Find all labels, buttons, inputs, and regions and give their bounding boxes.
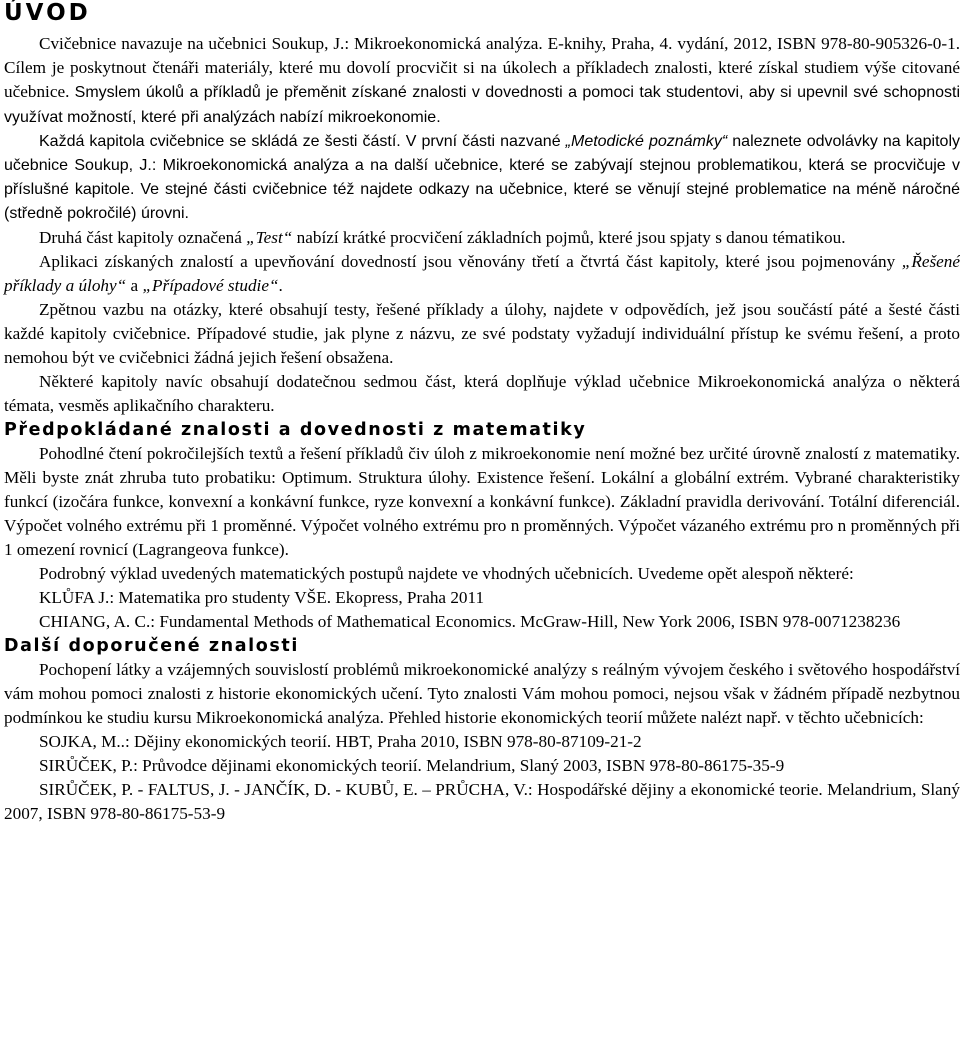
math-paragraph-1: Pohodlné čtení pokročilejších textů a řešení příkladů čiv úloh z mikroekonomie není možné bez určité úrovně znalostí z matematiky. Měli byste znát zhruba tuto probatiku: Optimum. Struktura úlohy. Existence řešení. Lokální a globální extrém. Vybrané charakteristiky funkcí (izočára funkce, konvexní a konkávní funkce, ryze konvexní a konkávní funkce). Základní pravidla derivování. Totální diferenciál. Výpočet volného extrému při 1 proměnné. Výpočet volného extrému pro n proměnných. Výpočet vázaného extrému pro n proměnných při 1 omezení rovnicí (Lagrangeova funkce). (4, 444, 960, 559)
further-section (4, 658, 960, 826)
math-section (4, 442, 960, 634)
uvod-paragraph-3-text-a: Druhá část kapitoly označená (39, 228, 247, 247)
uvod-paragraph-3-italic: „Test“ (246, 228, 293, 247)
uvod-paragraph-1 (4, 32, 960, 130)
uvod-paragraph-2-text-a: Každá kapitola cvičebnice se skládá ze šesti částí. V první části nazvané (39, 133, 566, 150)
math-reference-1: KLŮFA J.: Matematika pro studenty VŠE. Ekopress, Praha 2011 (39, 588, 485, 607)
uvod-paragraph-2 (4, 130, 960, 226)
further-paragraph-1: Pochopení látky a vzájemných souvislostí problémů mikroekonomické analýzy s reálným vývojem českého i světového hospodářství vám mohou pomoci znalosti z historie ekonomických učení. Tyto znalosti Vám mohou pomoci, nejsou však v žádném případě nezbytnou podmínkou ke studiu kursu Mikroekonomická analýza. Přehled historie ekonomických teorií můžete nalézt např. v těchto učebnicích: (4, 660, 960, 727)
further-reference-1: SOJKA, M..: Dějiny ekonomických teorií. HBT, Praha 2010, ISBN 978-80-87109-21-2 (39, 732, 642, 751)
uvod-paragraph-2-text-b: naleznete odvolávky na kapitoly učebnice Soukup, J.: Mikroekonomická analýza a na další učebnice, které se zabývají stejnou problematikou, která se procvičuje v příslušné kapitole. Ve stejné části cvičebnice též najdete odkazy na učebnice, které se věnují stejné problematice na méně náročné (středně pokročilé) úrovni. (4, 133, 960, 222)
uvod-paragraph-1-sans-text: Smyslem úkolů a příkladů je přeměnit získané znalosti v dovednosti a pomoci tak studentovi, aby si upevnil své schopnosti využívat možností, které při analýzách nabízí mikroekonomie. (4, 84, 960, 126)
uvod-paragraph-3-text-b: nabízí krátké procvičení základních pojmů, které jsou spjaty s danou tématikou. (292, 228, 846, 247)
uvod-paragraph-4-italic-2: „Případové studie“ (142, 276, 279, 295)
math-reference-2: CHIANG, A. C.: Fundamental Methods of Mathematical Economics. McGraw-Hill, New York 2006, ISBN 978-0071238236 (39, 612, 901, 631)
uvod-paragraph-5: Zpětnou vazbu na otázky, které obsahují testy, řešené příklady a úlohy, najdete v odpovědích, jež jsou součástí páté a šesté části každé kapitoly cvičebnice. Případové studie, jak plyne z názvu, ze své podstaty vyžadují individuální přístup ke svému řešení, a proto nemohou být ve cvičebnici žádná jejich řešení obsažena. (4, 300, 960, 367)
uvod-section (4, 32, 960, 418)
section-title-uvod: ÚVOD (4, 0, 91, 26)
uvod-paragraph-2-italic: „Metodické poznámky“ (565, 133, 728, 150)
uvod-paragraph-4 (4, 250, 960, 298)
uvod-paragraph-1-text: Cvičebnice navazuje na učebnici Soukup, J.: Mikroekonomická analýza. E-knihy, Praha, 4. vydání, 2012, ISBN 978-80-905326-0-1. Cílem je poskytnout čtenáři materiály, které mu dovolí procvičit si na úkolech a příkladech znalosti, které získal studiem výše citované učebnice. (4, 34, 960, 101)
uvod-paragraph-4-text-mid: a (126, 276, 143, 295)
uvod-paragraph-4-italic-1: „Řešené příklady a úlohy“ (4, 252, 960, 295)
further-reference-3: SIRŮČEK, P. - FALTUS, J. - JANČÍK, D. - KUBŮ, E. – PRŮCHA, V.: Hospodářské dějiny a ekonomické teorie. Melandrium, Slaný 2007, ISBN 978-80-86175-53-9 (4, 780, 960, 823)
section-title-further: Další doporučené znalosti (4, 636, 299, 656)
uvod-paragraph-3 (4, 226, 960, 250)
section-title-math: Předpokládané znalosti a dovednosti z matematiky (4, 420, 587, 440)
uvod-paragraph-4-text-b: . (278, 276, 283, 295)
further-reference-2: SIRŮČEK, P.: Průvodce dějinami ekonomických teorií. Melandrium, Slaný 2003, ISBN 978-80-86175-35-9 (39, 756, 785, 775)
math-paragraph-2: Podrobný výklad uvedených matematických postupů najdete ve vhodných učebnicích. Uvedeme opět alespoň některé: (39, 564, 854, 583)
uvod-paragraph-4-text-a: Aplikaci získaných znalostí a upevňování dovedností jsou věnovány třetí a čtvrtá část kapitoly, které jsou pojmenovány (39, 252, 902, 271)
uvod-paragraph-6: Některé kapitoly navíc obsahují dodatečnou sedmou část, která doplňuje výklad učebnice Mikroekonomická analýza o některá témata, vesměs aplikačního charakteru. (4, 372, 960, 415)
